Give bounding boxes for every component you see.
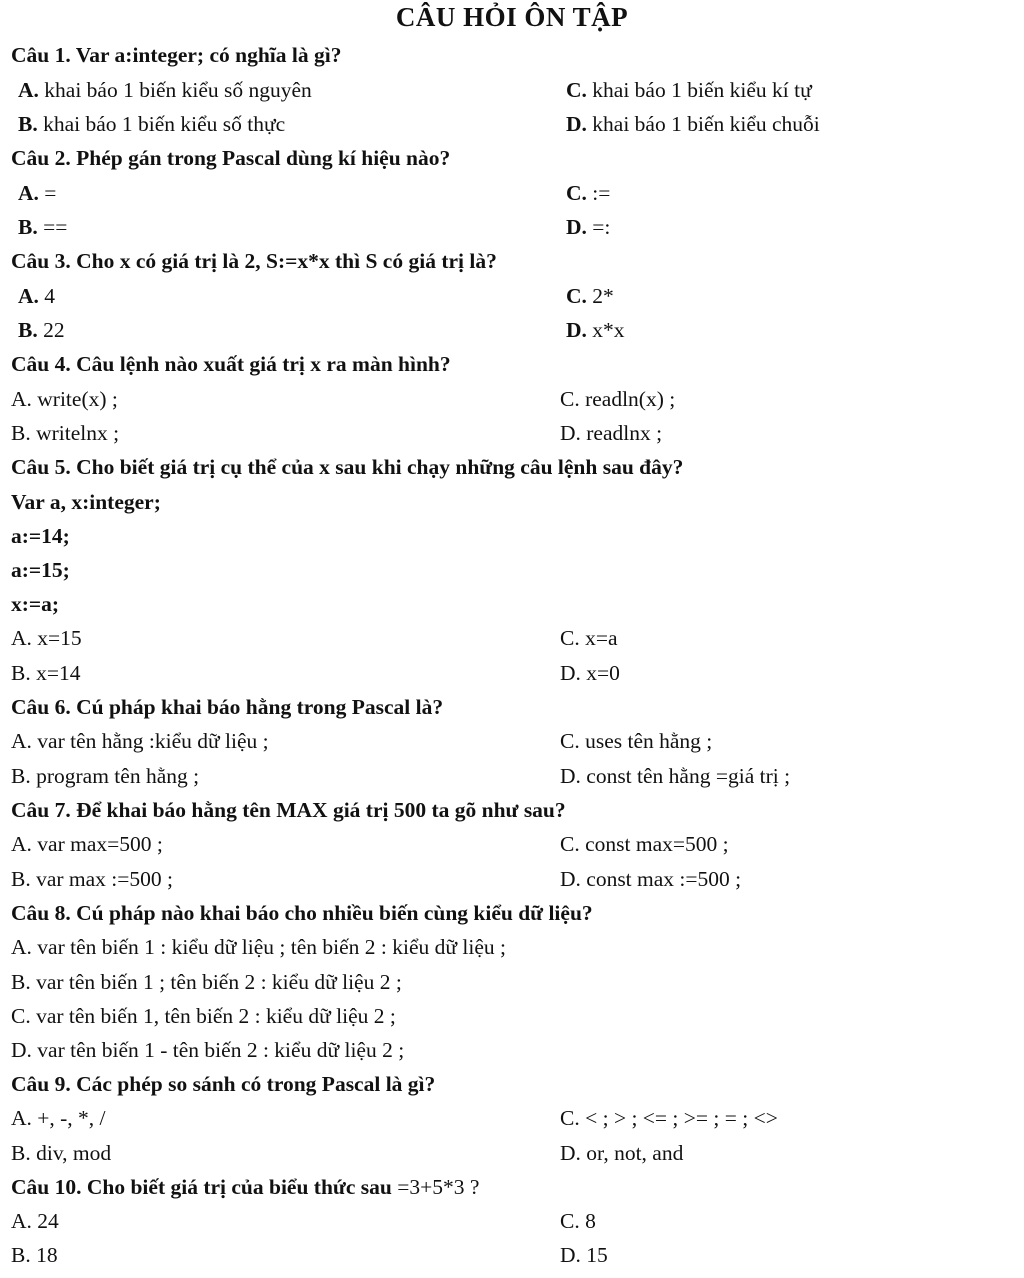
- q5-code-line-2: a:=14;: [11, 524, 70, 548]
- q7-option-c: C. const max=500 ;: [560, 832, 729, 856]
- question-2: Câu 2. Phép gán trong Pascal dùng kí hiệu nào?: [11, 146, 451, 170]
- q5-code-line-3: a:=15;: [11, 558, 70, 582]
- q10-expression: =3+5*3 ?: [397, 1175, 480, 1199]
- q9-option-c: C. < ; > ; <= ; >= ; = ; <>: [560, 1106, 778, 1130]
- q4-option-d: D. readlnx ;: [560, 421, 663, 445]
- q8-option-a: A. var tên biến 1 : kiểu dữ liệu ; tên biến 2 : kiểu dữ liệu ;: [11, 935, 507, 959]
- q10-option-a: A. 24: [11, 1209, 59, 1233]
- question-7: Câu 7. Để khai báo hằng tên MAX giá trị 500 ta gõ như sau?: [11, 798, 566, 822]
- q3-option-d: D. x*x: [566, 318, 625, 342]
- q7-option-a: A. var max=500 ;: [11, 832, 163, 856]
- q3-option-a: A. 4: [18, 284, 56, 308]
- q6-option-b: B. program tên hằng ;: [11, 764, 200, 788]
- question-1: Câu 1. Var a:integer; có nghĩa là gì?: [11, 43, 342, 67]
- q9-option-b: B. div, mod: [11, 1141, 112, 1165]
- q7-option-d: D. const max :=500 ;: [560, 867, 742, 891]
- question-8: Câu 8. Cú pháp nào khai báo cho nhiều biến cùng kiểu dữ liệu?: [11, 901, 593, 925]
- q2-option-d: D. =:: [566, 215, 611, 239]
- question-10: Câu 10. Cho biết giá trị của biểu thức sau =3+5*3 ?: [11, 1175, 480, 1199]
- q5-option-c: C. x=a: [560, 626, 618, 650]
- q10-option-c: C. 8: [560, 1209, 596, 1233]
- q1-option-a: A. khai báo 1 biến kiểu số nguyên: [18, 78, 312, 102]
- question-6: Câu 6. Cú pháp khai báo hằng trong Pascal là?: [11, 695, 444, 719]
- question-9: Câu 9. Các phép so sánh có trong Pascal là gì?: [11, 1072, 436, 1096]
- question-5: Câu 5. Cho biết giá trị cụ thể của x sau khi chạy những câu lệnh sau đây?: [11, 455, 684, 479]
- q8-option-c: C. var tên biến 1, tên biến 2 : kiểu dữ liệu 2 ;: [11, 1004, 396, 1028]
- q3-option-b: B. 22: [18, 318, 65, 342]
- q5-code-line-1: Var a, x:integer;: [11, 490, 161, 514]
- q6-option-a: A. var tên hằng :kiểu dữ liệu ;: [11, 729, 269, 753]
- q1-option-c: C. khai báo 1 biến kiểu kí tự: [566, 78, 812, 102]
- question-4: Câu 4. Câu lệnh nào xuất giá trị x ra màn hình?: [11, 352, 451, 376]
- q5-option-d: D. x=0: [560, 661, 620, 685]
- q8-option-d: D. var tên biến 1 - tên biến 2 : kiểu dữ liệu 2 ;: [11, 1038, 405, 1062]
- q7-option-b: B. var max :=500 ;: [11, 867, 174, 891]
- q9-option-a: A. +, -, *, /: [11, 1106, 106, 1130]
- q10-option-b: B. 18: [11, 1243, 58, 1267]
- q2-option-b: B. ==: [18, 215, 68, 239]
- q3-option-c: C. 2*: [566, 284, 614, 308]
- q2-option-c: C. :=: [566, 181, 611, 205]
- q4-option-a: A. write(x) ;: [11, 387, 118, 411]
- question-3: Câu 3. Cho x có giá trị là 2, S:=x*x thì S có giá trị là?: [11, 249, 497, 273]
- q8-option-b: B. var tên biến 1 ; tên biến 2 : kiểu dữ liệu 2 ;: [11, 970, 402, 994]
- q10-option-d: D. 15: [560, 1243, 608, 1267]
- q6-option-d: D. const tên hằng =giá trị ;: [560, 764, 791, 788]
- q5-code-line-4: x:=a;: [11, 592, 60, 616]
- page-title: CÂU HỎI ÔN TẬP: [395, 2, 629, 32]
- q5-option-a: A. x=15: [11, 626, 82, 650]
- q4-option-b: B. writelnx ;: [11, 421, 120, 445]
- q2-option-a: A. =: [18, 181, 57, 205]
- q6-option-c: C. uses tên hằng ;: [560, 729, 713, 753]
- q5-option-b: B. x=14: [11, 661, 81, 685]
- q1-option-d: D. khai báo 1 biến kiểu chuỗi: [566, 112, 820, 136]
- q4-option-c: C. readln(x) ;: [560, 387, 676, 411]
- q9-option-d: D. or, not, and: [560, 1141, 684, 1165]
- q1-option-b: B. khai báo 1 biến kiểu số thực: [18, 112, 286, 136]
